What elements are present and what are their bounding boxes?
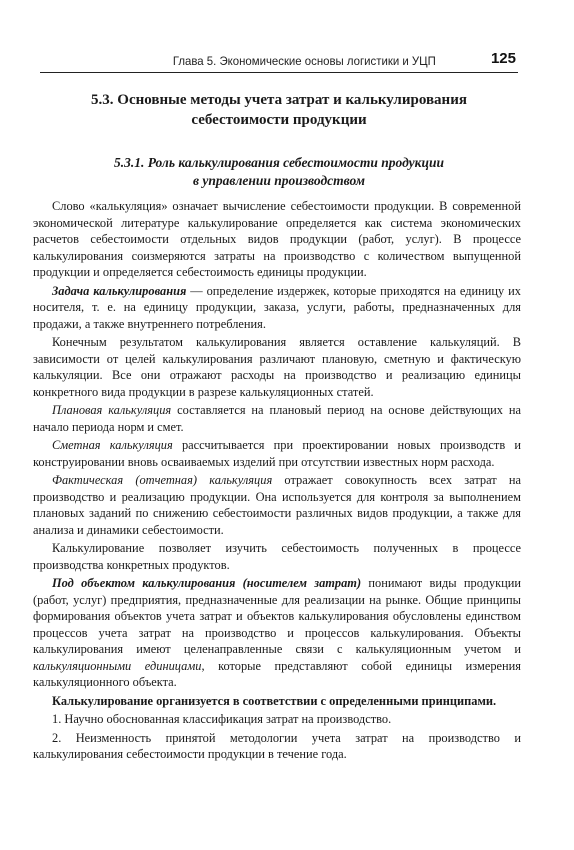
paragraph <box>33 283 521 333</box>
subsection-title-line-1: 5.3.1. Роль калькулирования себестоимости продукции <box>113 155 444 170</box>
term: Под объектом калькулирования (носителем затрат) <box>52 576 362 590</box>
section-title <box>40 90 518 130</box>
paragraph: Калькулирование организуется в соответствии с определенными принципами. <box>52 693 497 708</box>
page-number: 125 <box>490 50 516 67</box>
section-title-line-1: 5.3. Основные методы учета затрат и калькулирования <box>91 92 467 108</box>
subsection-title <box>40 154 518 190</box>
paragraph: Конечным результатом калькулирования является оставление калькуляций. В зависимости от целей калькулирования различают плановую, сметную и фактическую калькуляции. Все они отражают расходы на производство и реализацию единицы конкретного вида продукции в разрезе калькуляционных статей. <box>33 335 521 399</box>
section-title-line-2: себестоимости продукции <box>191 112 367 128</box>
term: Сметная калькуляция <box>52 438 173 452</box>
term: калькуляционными единицами <box>33 658 202 673</box>
term: Плановая калькуляция <box>52 403 172 417</box>
list-item: 2. Неизменность принятой методологии учета затрат на производство и калькулирования себестоимости продукции в течение года. <box>33 730 521 761</box>
running-title: Глава 5. Экономические основы логистики и УЦП <box>173 54 436 68</box>
list-item: 1. Научно обоснованная классификация затрат на производство. <box>52 712 392 726</box>
paragraph-text: , которые представляют собой единицы измерения калькуляционного объекта. <box>33 658 521 689</box>
paragraph-text: — определение издержек, которые приходятся на единицу их носителя, т. е. на единицу продукции, заказа, услуги, работы, предназначенных для продажи, а также внутреннего потребления. <box>33 283 521 331</box>
paragraph: Слово «калькуляция» означает вычисление себестоимости продукции. В современной экономической литературе калькулирование определяется как система экономических расчетов себестоимости отдельных видов продукции (работ, услуг). В процессе калькулирования соизмеряются затраты на производство с количеством выпущенной продукции и определяется себестоимость единицы продукции. <box>33 199 521 279</box>
term: Задача калькулирования <box>52 283 187 298</box>
term: Фактическая (отчетная) калькуляция <box>52 473 273 487</box>
paragraph <box>33 472 521 538</box>
paragraph-text: отражает совокупность всех затрат на производство и реализацию продукции. Она используется для контроля за выполнением плановых заданий по снижению себестоимости различных видов продукции, а также для анализа и динамики себестоимости. <box>33 473 522 537</box>
paragraph-text: понимают виды продукции (работ, услуг) предприятия, предназначенные для реализации на рынке. Общие принципы формирования объектов учета затрат и объектов калькулирования обусловлены единством процессов учета затрат на производство и процессов калькулирования. Объекты калькулирования имеют целенаправленные связи с калькуляционным учетом и <box>33 576 521 656</box>
paragraph <box>33 575 521 691</box>
running-header <box>40 50 518 73</box>
paragraph-text: составляется на плановый период на основе действующих на начало периода норм и смет. <box>33 403 521 434</box>
paragraph <box>33 437 521 470</box>
paragraph: Калькулирование позволяет изучить себестоимость полученных в процессе производства конкретных продуктов. <box>33 541 521 572</box>
paragraph <box>33 402 521 435</box>
subsection-title-line-2: в управлении производством <box>193 173 365 188</box>
body-text <box>33 198 521 765</box>
paragraph-text: рассчитывается при проектировании новых производств и конструировании вновь осваиваемых изделий при отсутствии известных норм расхода. <box>33 438 522 469</box>
